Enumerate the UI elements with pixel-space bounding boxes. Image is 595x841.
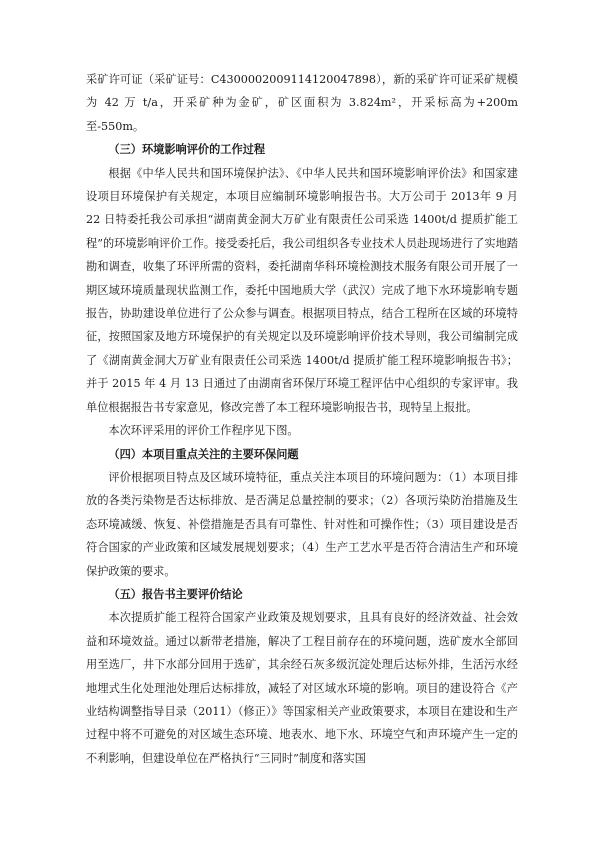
- section-4-paragraph-1: 评价根据项目特点及区域环境特征，重点关注本项目的环境问题为：（1）本项目排放的各类污染物是否达标排放、是否满足总量控制的要求；（2）各项污染防治措施及生态环境减缓、恢复、补偿措施是否具有可靠性、针对性和可操作性；（3）项目建设是否符合国家的产业政策和区域发展规划要求；（4）生产工艺水平是否符合清洁生产和环境保护政策的要求。: [86, 470, 518, 578]
- section-3-heading: （三）环境影响评价的工作过程: [108, 142, 266, 157]
- document-body: [86, 68, 518, 770]
- section-4-heading: （四）本项目重点关注的主要环保问题: [108, 446, 299, 461]
- section-3-paragraph-1: 根据《中华人民共和国环境保护法》、《中华人民共和国环境影响评价法》和国家建设项目环境保护有关规定，本项目应编制环境影响报告书。大万公司于 2013年 9 月 22 日特委托我公司承担“湖南黄金洞大万矿业有限责任公司采选 1400t/d 提质扩能工程”的环境影响评价工作。接受委托后，我公司组织各专业技术人员赴现场进行了实地踏勘和调查，收集了环评所需的资料，委托湖南华科环境检测技术服务有限公司开展了一期区域环境质量现状监测工作，委托中国地质大学（武汉）完成了地下水环境影响专题报告，协助建设单位进行了公众参与调查。根据项目特点，结合工程所在区域的环境特征，按照国家及地方环境保护的有关规定以及环境影响评价技术导则，我公司编制完成了《湖南黄金洞大万矿业有限责任公司采选 1400t/d 提质扩能工程环境影响报告书》；并于 2015 年 4 月 13 日通过了由湖南省环保厅环境工程评估中心组织的专家评审。我单位根据报告书专家意见，修改完善了本工程环境影响报告书，现特呈上报批。: [86, 166, 518, 414]
- section-3-paragraph-2: 本次环评采用的评价工作程序见下图。: [108, 424, 299, 438]
- intro-paragraph: 采矿许可证（采矿证号：C4300002009114120047898），新的采矿许可证采矿规模为 42 万 t/a，开采矿种为金矿，矿区面积为 3.824m²，开采标高为+200m 至-550m。: [86, 73, 518, 133]
- section-5-paragraph-1: 本次提质扩能工程符合国家产业政策及规划要求，且具有良好的经济效益、社会效益和环境效益。通过以新带老措施，解决了工程目前存在的环境问题，选矿废水全部回用至选厂，井下水部分回用于选矿，其余经石灰多级沉淀处理后达标外排，生活污水经地埋式生化处理池处理后达标排放，减轻了对区域水环境的影响。项目的建设符合《产业结构调整指导目录（2011）（修正）》等国家相关产业政策要求，本项目在建设和生产过程中将不可避免的对区域生态环境、地表水、地下水、环境空气和声环境产生一定的不利影响，但建设单位在严格执行“三同时”制度和落实国: [86, 611, 518, 765]
- section-5-heading: （五）报告书主要评价结论: [108, 586, 243, 601]
